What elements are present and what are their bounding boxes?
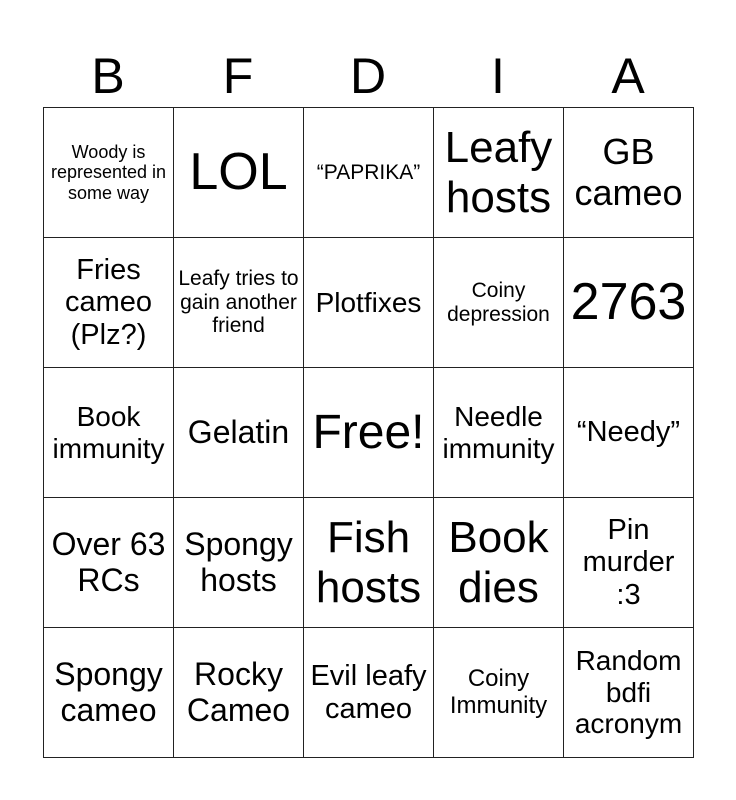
- bingo-cell[interactable]: Book dies: [434, 498, 564, 628]
- bingo-cell[interactable]: Evil leafy cameo: [304, 628, 434, 758]
- bingo-cell[interactable]: Plotfixes: [304, 238, 434, 368]
- bingo-header: [43, 46, 693, 106]
- board-row: [44, 368, 694, 498]
- bingo-cell[interactable]: Coiny depression: [434, 238, 564, 368]
- header-letter-b: B: [91, 48, 125, 104]
- bingo-cell[interactable]: Coiny Immunity: [434, 628, 564, 758]
- bingo-cell[interactable]: “Needy”: [564, 368, 694, 498]
- bingo-cell[interactable]: Gelatin: [174, 368, 304, 498]
- header-letter-f: F: [222, 48, 254, 104]
- board-row: [44, 628, 694, 758]
- header-letter-a: A: [611, 48, 645, 104]
- bingo-cell[interactable]: Free!: [304, 368, 434, 498]
- bingo-cell[interactable]: Pin murder :3: [564, 498, 694, 628]
- header-letter-d: D: [349, 48, 387, 104]
- bingo-cell[interactable]: Random bdfi acronym: [564, 628, 694, 758]
- bingo-cell[interactable]: 2763: [564, 238, 694, 368]
- board-row: [44, 108, 694, 238]
- bingo-cell[interactable]: Spongy cameo: [44, 628, 174, 758]
- bingo-cell[interactable]: Rocky Cameo: [174, 628, 304, 758]
- bingo-cell[interactable]: Fries cameo (Plz?): [44, 238, 174, 368]
- bingo-board: [43, 107, 694, 758]
- bingo-cell[interactable]: Woody is represented in some way: [44, 108, 174, 238]
- bingo-cell[interactable]: Over 63 RCs: [44, 498, 174, 628]
- bingo-cell[interactable]: Spongy hosts: [174, 498, 304, 628]
- header-letter-i: I: [491, 48, 505, 104]
- board-row: [44, 238, 694, 368]
- bingo-cell[interactable]: LOL: [174, 108, 304, 238]
- bingo-cell[interactable]: Fish hosts: [304, 498, 434, 628]
- bingo-cell[interactable]: Leafy tries to gain another friend: [174, 238, 304, 368]
- bingo-cell[interactable]: GB cameo: [564, 108, 694, 238]
- bingo-cell[interactable]: Needle immunity: [434, 368, 564, 498]
- bingo-cell[interactable]: Book immunity: [44, 368, 174, 498]
- bingo-cell[interactable]: “PAPRIKA”: [304, 108, 434, 238]
- board-row: [44, 498, 694, 628]
- bingo-cell[interactable]: Leafy hosts: [434, 108, 564, 238]
